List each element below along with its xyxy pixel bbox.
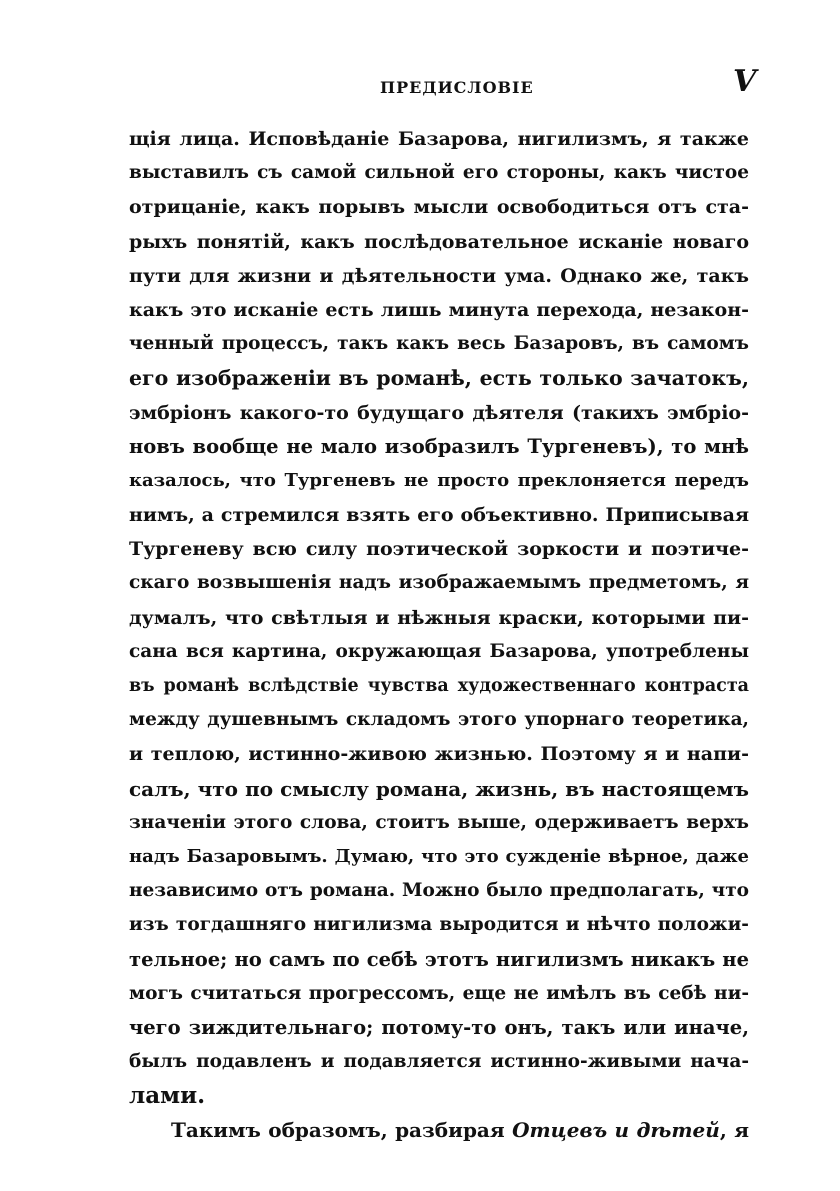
text-line: независимо отъ романа. Можно было предполагать, что [129,880,749,902]
book-title-italic: Отцевъ и дѣтей [512,1118,720,1143]
text-line: новъ вообще не мало изобразилъ Тургеневъ), то мнѣ [129,434,749,458]
text-line: чего зиждительнаго; потому-то онъ, такъ или иначе, [129,1015,749,1039]
text-line: скаго возвышенія надъ изображаемымъ предметомъ, я [129,572,749,594]
text-line: между душевнымъ складомъ этого упорнаго теоретика, [129,709,749,731]
text-line: надъ Базаровымъ. Думаю, что это сужденіе вѣрное, даже [129,845,749,867]
text-line: лами. [129,1082,206,1110]
text-run: Такимъ образомъ, разбирая [171,1118,513,1143]
paragraph-first-line [129,1113,749,1147]
text-line: щія лица. Исповѣданіе Базарова, нигилизмъ, я также [129,128,749,150]
text-line: могъ считаться прогрессомъ, еще не имѣлъ въ себѣ ни- [129,982,749,1004]
text-line: пути для жизни и дѣятельности ума. Однако же, такъ [129,264,749,287]
text-line: изъ тогдашняго нигилизма выродится и нѣчто положи- [129,914,749,936]
text-run: , я [719,1118,749,1143]
text-line: и теплою, истинно-живою жизнью. Поэтому я и напи- [129,743,749,766]
text-line: какъ это исканіе есть лишь минута перехода, незакон- [129,298,749,321]
text-line: въ романѣ вслѣдствіе чувства художественнаго контраста [129,676,749,696]
text-line: былъ подавленъ и подавляется истинно-живыми нача- [129,1051,749,1073]
text-line: нимъ, а стремился взять его объективно. Приписывая [129,504,749,527]
text-line: отрицаніе, какъ порывъ мысли освободиться отъ ста- [129,196,749,219]
text-line: ченный процессъ, такъ какъ весь Базаровъ, въ самомъ [129,333,749,355]
text-line: тельное; но самъ по себѣ этотъ нигилизмъ никакъ не [129,947,749,971]
text-line: Тургеневу всю силу поэтической зоркости и поэтиче- [129,538,749,561]
text-line: выставилъ съ самой сильной его стороны, какъ чистое [129,162,749,184]
text-line: думалъ, что свѣтлыя и нѣжныя краски, которыми пи- [129,606,749,629]
text-line: сана вся картина, окружающая Базарова, употреблены [129,640,749,662]
text-line: казалось, что Тургеневъ не просто преклоняется передъ [129,469,749,491]
text-line: эмбріонъ какого-то будущаго дѣятеля (такихъ эмбріо- [129,401,749,424]
page-number: V [733,64,757,99]
text-line: салъ, что по смыслу романа, жизнь, въ настоящемъ [129,776,749,801]
running-head: ПРЕДИСЛОВІЕ [380,78,534,97]
text-line: значеніи этого слова, стоитъ выше, одерживаетъ верхъ [129,811,749,833]
body-text [129,122,749,1148]
text-line: рыхъ понятій, какъ послѣдовательное исканіе новаго [129,230,749,253]
text-line: его изображеніи въ романѣ, есть только зачатокъ, [129,366,749,391]
